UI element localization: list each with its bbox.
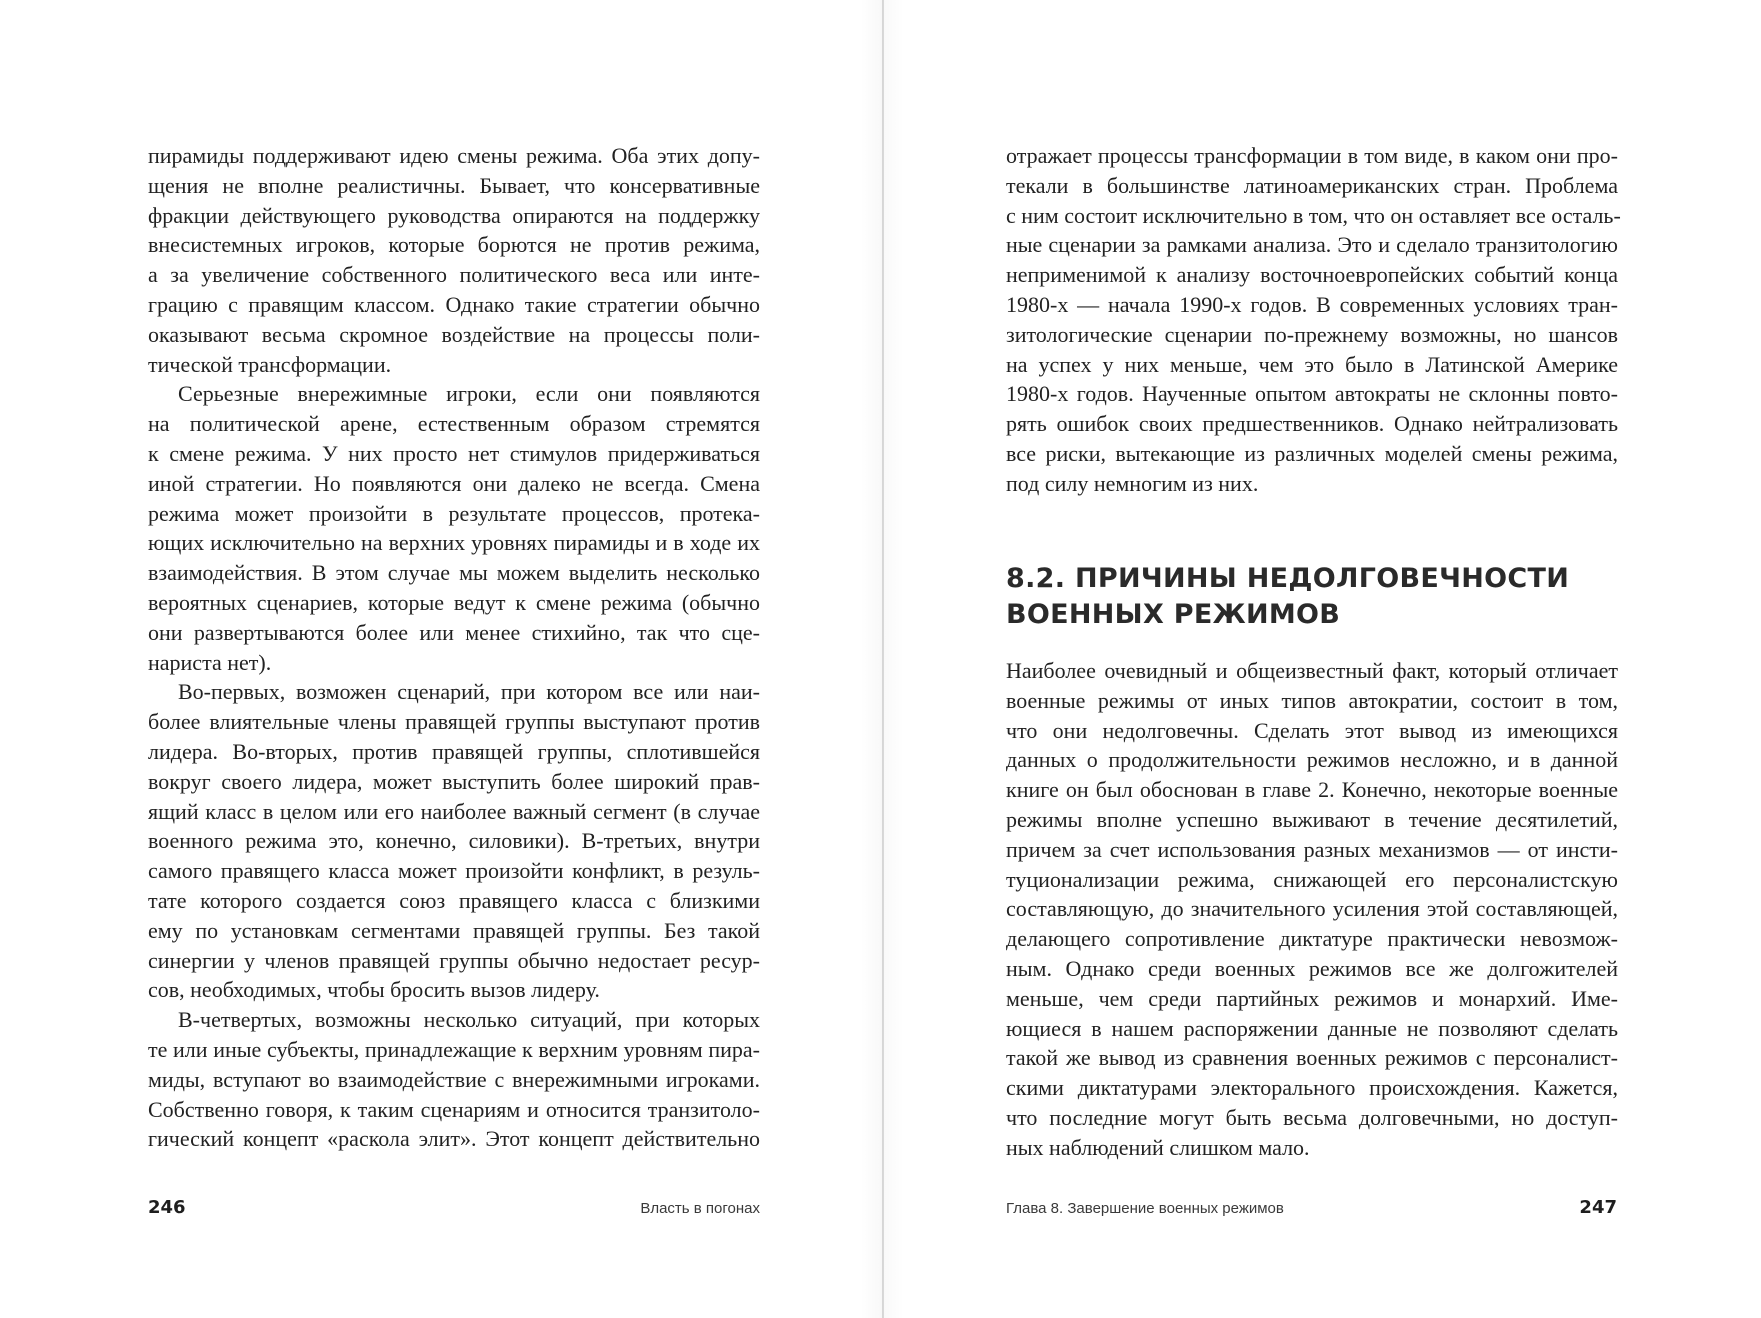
text-line: миды, вступают во взаимодействие с внережимными игроками. bbox=[148, 1066, 760, 1092]
text-line: Наиболее очевидный и общеизвестный факт, который отличает bbox=[1006, 658, 1618, 683]
text-line: грацию с правящим классом. Однако такие стратегии обычно bbox=[148, 291, 760, 317]
text-line: оказывают весьма скромное воздействие на процессы поли- bbox=[148, 321, 760, 347]
section-heading-line: ВОЕННЫХ РЕЖИМОВ bbox=[1006, 599, 1341, 630]
text-line: гический концепт «раскола элит». Этот концепт действительно bbox=[148, 1126, 760, 1152]
page-number-left: 246 bbox=[148, 1197, 186, 1218]
text-line: щения не вполне реалистичны. Бывает, что консервативные bbox=[148, 172, 760, 198]
text-line: к смене режима. У них просто нет стимулов придерживаться bbox=[148, 440, 760, 466]
text-line: меньше, чем среди партийных режимов и монархий. Име- bbox=[1006, 985, 1618, 1011]
text-line: иной стратегии. Но появляются они далеко не всегда. Смена bbox=[148, 470, 760, 496]
text-line: ющиеся в нашем распоряжении данные не позволяют сделать bbox=[1006, 1015, 1618, 1041]
text-line: данных о продолжительности режимов несложно, и в данной bbox=[1006, 747, 1618, 773]
text-line: 1980-х — начала 1990-х годов. В современных условиях тран- bbox=[1006, 291, 1618, 317]
text-line: такой же вывод из сравнения военных режимов с персоналист- bbox=[1006, 1045, 1618, 1071]
text-line: ему по установкам сегментами правящей группы. Без такой bbox=[148, 917, 760, 943]
section-heading bbox=[1006, 561, 1626, 633]
text-line: нариста нет). bbox=[148, 649, 272, 675]
text-line: вокруг своего лидера, может выступить более широкий прав- bbox=[148, 768, 760, 794]
text-line: книге он был обоснован в главе 2. Конечно, некоторые военные bbox=[1006, 777, 1618, 803]
text-line: лидера. Во-вторых, против правящей группы, сплотившейся bbox=[148, 738, 760, 764]
text-line: с ним состоит исключительно в том, что он оставляет все осталь- bbox=[1006, 202, 1621, 228]
text-line: ящий класс в целом или его наиболее важный сегмент (в случае bbox=[148, 798, 760, 824]
text-line: рять ошибок своих предшественников. Однако нейтрализовать bbox=[1006, 411, 1618, 437]
running-title-left: Власть в погонах bbox=[640, 1200, 760, 1217]
text-line: режима может произойти в результате процессов, протека- bbox=[148, 500, 760, 526]
text-line: что последние могут быть весьма долговечными, но доступ- bbox=[1006, 1104, 1618, 1130]
text-line: В-четвертых, возможны несколько ситуаций, при которых bbox=[178, 1007, 760, 1033]
right-page-body-top bbox=[1006, 141, 1621, 499]
text-line: сов, необходимых, чтобы бросить вызов лидеру. bbox=[148, 977, 600, 1003]
text-line: военного режима это, конечно, силовики). В-третьих, внутри bbox=[148, 828, 760, 854]
text-line: ющих исключительно на верхних уровнях пирамиды и в ходе их bbox=[148, 530, 760, 556]
text-line: они развертываются более или менее стихийно, так что сце- bbox=[148, 619, 760, 645]
text-line: текали в большинстве латиноамериканских стран. Проблема bbox=[1006, 172, 1618, 198]
text-line: Серьезные внережимные игроки, если они появляются bbox=[178, 381, 760, 407]
text-line: Во-первых, возможен сценарий, при котором все или наи- bbox=[178, 679, 760, 705]
text-line: зитологические сценарии по-прежнему возможны, но шансов bbox=[1006, 321, 1618, 347]
text-line: тической трансформации. bbox=[148, 351, 392, 377]
text-line: тате которого создается союз правящего класса с близкими bbox=[148, 887, 760, 913]
text-line: пирамиды поддерживают идею смены режима. Оба этих допу- bbox=[148, 143, 760, 168]
text-line: причем за счет использования разных механизмов — от инсти- bbox=[1006, 836, 1618, 862]
text-line: режимы вполне успешно выживают в течение десятилетий, bbox=[1006, 806, 1618, 832]
text-line: делающего сопротивление диктатуре практически невозмож- bbox=[1006, 926, 1618, 952]
left-page-body bbox=[148, 141, 760, 1154]
text-line: неприменимой к анализу восточноевропейских событий конца bbox=[1006, 262, 1618, 288]
text-line: на политической арене, естественным образом стремятся bbox=[148, 411, 760, 437]
page-number-right: 247 bbox=[1579, 1197, 1617, 1218]
text-line: самого правящего класса может произойти конфликт, в резуль- bbox=[148, 858, 760, 884]
text-line: что они недолговечны. Сделать этот вывод из имеющихся bbox=[1006, 717, 1618, 743]
text-line: Собственно говоря, к таким сценариям и относится транзитоло- bbox=[148, 1096, 760, 1122]
text-line: составляющую, до значительного усиления этой составляющей, bbox=[1006, 896, 1618, 922]
text-line: туционализации режима, снижающей его персоналистскую bbox=[1006, 866, 1618, 892]
text-line: все риски, вытекающие из различных моделей смены режима, bbox=[1006, 440, 1618, 466]
text-line: отражает процессы трансформации в том виде, в каком они про- bbox=[1006, 143, 1618, 168]
text-line: более влиятельные члены правящей группы выступают против bbox=[148, 709, 760, 735]
text-line: взаимодействия. В этом случае мы можем выделить несколько bbox=[148, 560, 760, 586]
text-line: на успех у них меньше, чем это было в Латинской Америке bbox=[1006, 351, 1618, 377]
right-page-body-bottom bbox=[1006, 656, 1618, 1163]
running-title-right: Глава 8. Завершение военных режимов bbox=[1006, 1200, 1284, 1217]
text-line: ных наблюдений слишком мало. bbox=[1006, 1134, 1310, 1160]
text-line: 1980-х годов. Наученные опытом автократы не склонны повто- bbox=[1006, 381, 1618, 407]
book-gutter bbox=[882, 0, 884, 1318]
text-line: внесистемных игроков, которые борются не против режима, bbox=[148, 232, 760, 258]
text-line: фракции действующего руководства опираются на поддержку bbox=[148, 202, 760, 228]
text-line: вероятных сценариев, которые ведут к смене режима (обычно bbox=[148, 589, 760, 615]
text-line: ным. Однако среди военных режимов все же долгожителей bbox=[1006, 955, 1618, 981]
text-line: те или иные субъекты, принадлежащие к верхним уровням пира- bbox=[148, 1036, 760, 1062]
text-line: а за увеличение собственного политического веса или инте- bbox=[148, 262, 760, 288]
text-line: синергии у членов правящей группы обычно недостает ресур- bbox=[148, 947, 760, 973]
text-line: ные сценарии за рамками анализа. Это и сделало транзитологию bbox=[1006, 232, 1618, 258]
text-line: под силу немногим из них. bbox=[1006, 470, 1259, 496]
text-line: военные режимы от иных типов автократии, состоит в том, bbox=[1006, 687, 1618, 713]
section-heading-line: 8.2. ПРИЧИНЫ НЕДОЛГОВЕЧНОСТИ bbox=[1006, 563, 1570, 594]
text-line: скими диктатурами электорального происхождения. Кажется, bbox=[1006, 1075, 1618, 1101]
